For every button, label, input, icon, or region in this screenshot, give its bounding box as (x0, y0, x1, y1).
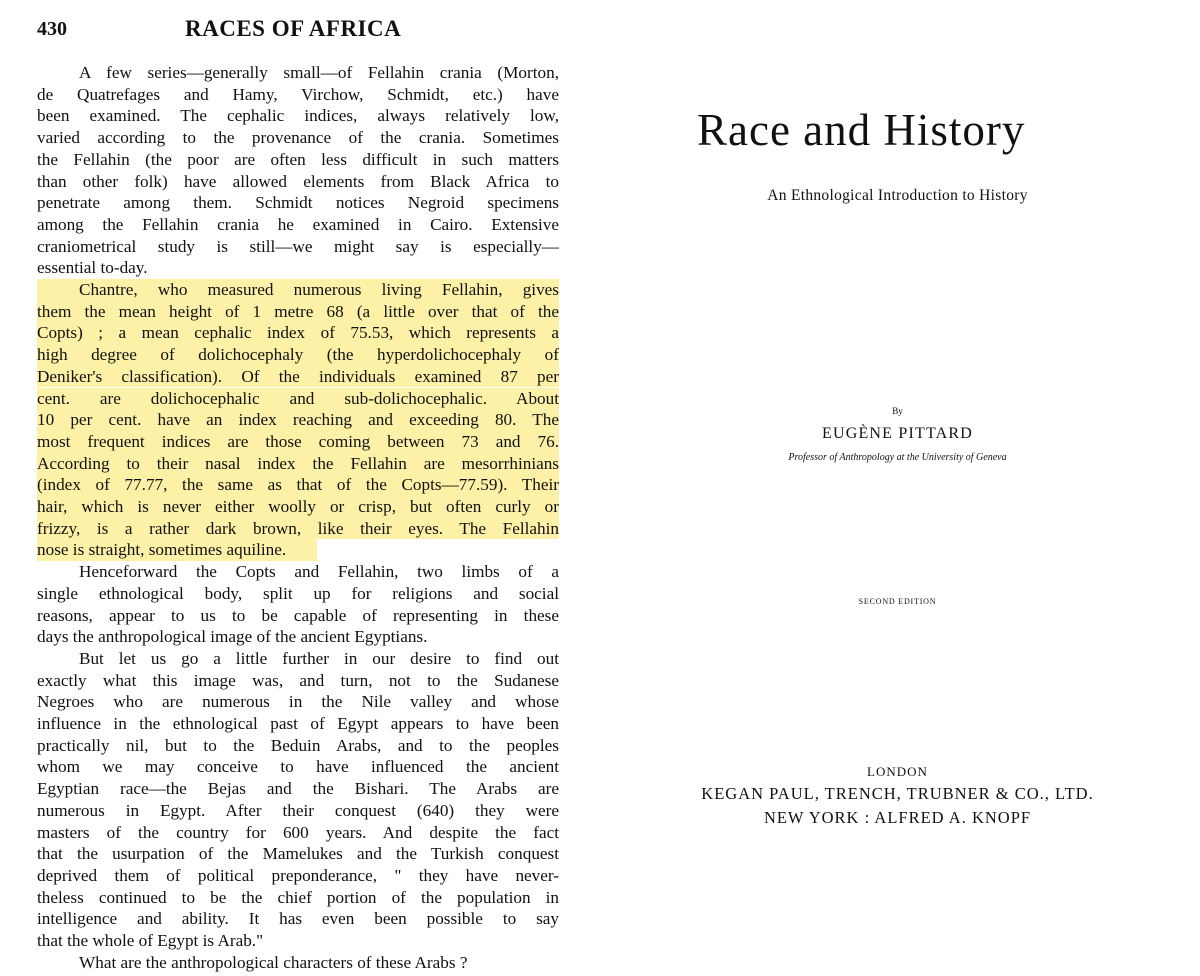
highlighted-line: them the mean height of 1 metre 68 (a little over that of the (37, 301, 559, 321)
text-line: What are the anthropological characters of these Arabs ? (79, 952, 468, 972)
text-line: deprived them of political preponderance, " they have never- (37, 865, 559, 885)
text-line: exactly what this image was, and turn, not to the Sudanese (37, 670, 559, 690)
text-line: numerous in Egypt. After their conquest (640) they were (37, 800, 559, 820)
highlighted-line: (index of 77.77, the same as that of the Copts—77.59). Their (37, 475, 559, 495)
text-line: Henceforward the Copts and Fellahin, two limbs of a (79, 562, 559, 582)
text-line: masters of the country for 600 years. And despite the fact (37, 822, 559, 842)
highlighted-line: nose is straight, sometimes aquiline. (37, 539, 317, 561)
book-subtitle: An Ethnological Introduction to History (767, 187, 1028, 204)
text-line: varied according to the provenance of the crania. Sometimes (37, 128, 559, 148)
author-name: EUGÈNE PITTARD (821, 425, 974, 442)
text-line: been examined. The cephalic indices, always relatively low, (37, 106, 559, 126)
highlighted-line: According to their nasal index the Fellahin are mesorrhinians (37, 453, 559, 473)
text-line: that the usurpation of the Mamelukes and the Turkish conquest (37, 844, 559, 864)
by-label: By (892, 406, 903, 416)
text-line: theless continued to be the chief portion of the population in (37, 887, 559, 907)
text-line: days the anthropological image of the ancient Egyptians. (37, 627, 428, 647)
highlighted-line: cent. are dolichocephalic and sub-dolichocephalic. About (37, 388, 559, 408)
highlighted-line: hair, which is never either woolly or crisp, but often curly or (37, 497, 559, 516)
text-line: Negroes who are numerous in the Nile valley and whose (37, 692, 559, 712)
text-line: Egyptian race—the Bejas and the Bishari. The Arabs are (37, 779, 559, 799)
highlighted-line: most frequent indices are those coming between 73 and 76. (37, 431, 559, 451)
highlighted-line: frizzy, is a rather dark brown, like their eyes. The Fellahin (37, 518, 559, 538)
publisher-city: LONDON (867, 764, 928, 779)
text-line: intelligence and ability. It has even been possible to say (37, 909, 559, 929)
text-line: craniometrical study is still—we might say is especially— (37, 236, 559, 256)
text-line: de Quatrefages and Hamy, Virchow, Schmidt, etc.) have (37, 84, 559, 104)
highlighted-line: Deniker's classification). Of the individuals examined 87 per (37, 366, 559, 386)
running-head: RACES OF AFRICA (185, 16, 402, 41)
text-line: single ethnological body, split up for religions and social (37, 583, 559, 603)
text-line: A few series—generally small—of Fellahin crania (Morton, (79, 63, 559, 82)
text-line: whom we may conceive to have influenced the ancient (37, 757, 559, 777)
text-line: than other folk) have allowed elements from Black Africa to (37, 171, 559, 191)
edition-label: SECOND EDITION (858, 597, 937, 606)
publisher-name: KEGAN PAUL, TRENCH, TRUBNER & CO., LTD. (701, 784, 1094, 803)
text-line: reasons, appear to us to be capable of representing in these (37, 605, 559, 625)
book-title: Race and History (697, 105, 1026, 155)
text-line: But let us go a little further in our desire to find out (79, 648, 559, 668)
text-line: the Fellahin (the poor are often less difficult in such matters (37, 149, 559, 169)
text-line: among the Fellahin crania he examined in Cairo. Extensive (37, 214, 559, 234)
publisher-new-york: NEW YORK : ALFRED A. KNOPF (763, 808, 1032, 827)
highlighted-line: 10 per cent. have an index reaching and exceeding 80. The (37, 410, 559, 430)
text-line: that the whole of Egypt is Arab." (37, 931, 264, 950)
author-affiliation: Professor of Anthropology at the University of Geneva (788, 452, 1007, 463)
highlighted-line: Chantre, who measured numerous living Fellahin, gives (37, 279, 559, 301)
text-line: penetrate among them. Schmidt notices Negroid specimens (37, 193, 559, 213)
title-page (600, 0, 1200, 976)
highlighted-line: high degree of dolichocephaly (the hyperdolichocephaly of (37, 345, 559, 365)
highlighted-line: Copts) ; a mean cephalic index of 75.53, which represents a (37, 323, 559, 343)
text-line: influence in the ethnological past of Egypt appears to have been (37, 714, 559, 733)
text-line: essential to-day. (37, 258, 148, 278)
text-line: practically nil, but to the Beduin Arabs, and to the peoples (37, 735, 559, 755)
page-number: 430 (37, 18, 67, 40)
